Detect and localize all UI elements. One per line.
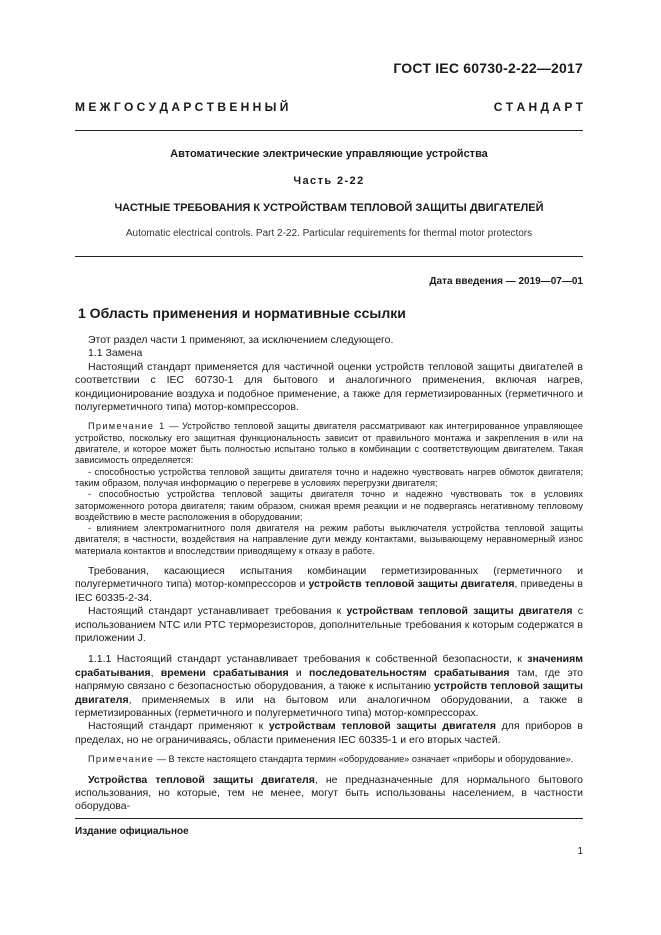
text-run: , не предназначенные для нормального бытового использования, но которые, тем не менее, могут быть использованы населением, в частности оборудова- [75, 773, 584, 813]
defined-term: устройств тепловой защиты двигателя [308, 578, 515, 591]
defined-term: времени срабатывания [160, 666, 289, 679]
footer-rule [75, 818, 583, 819]
section-heading: 1 Область применения и нормативные ссылки [78, 305, 406, 321]
header-rule [75, 130, 583, 131]
note-list-item: - способностью устройства тепловой защиты двигателя точно и надежно чувствовать ток в условиях заторможенного ротора двигателя; таким образом, снижая время реакции и не подвергаясь негативному тепловому воздействию в месте расположения в оборудовании; [75, 489, 583, 522]
title-rule [75, 256, 583, 257]
part-label: Часть 2-22 [293, 175, 365, 187]
defined-term: Устройства тепловой защиты двигателя [88, 773, 315, 786]
text-run: Требования, касающиеся испытания комбинации герметизированных (герметичного и полугерметичного типа) мотор-компрессоров и [75, 565, 583, 591]
text-run: , приведены в IEC 60335-2-34. [75, 578, 583, 604]
text-run: и [288, 666, 310, 679]
defined-term: устройствам тепловой защиты двигателя [268, 720, 496, 733]
text-run: , [150, 666, 161, 679]
paragraph [75, 720, 583, 747]
document-subject: ЧАСТНЫЕ ТРЕБОВАНИЯ К УСТРОЙСТВАМ ТЕПЛОВОЙ ЗАЩИТЫ ДВИГАТЕЛЕЙ [114, 202, 544, 214]
text-run: для приборов в пределах, но не ограничиваясь, области применения IEC 60335-1 и его вторых частей. [75, 720, 583, 746]
note-text: — Устройство тепловой защиты двигателя рассматривают как интегрированное управляющее устройство, поскольку его защитная функциональность зависит от правильного монтажа и закрепления в или на двигателе, и которое может быть полностью испытано только в комбинации с соответствующим двигателем. Такая зависимость определяется: [75, 421, 583, 466]
note-list-item: - способностью устройства тепловой защиты двигателя точно и надежно чувствовать нагрев обмоток двигателя; таким образом, получая информацию о перегреве в условиях перегрузки двигателя; [75, 466, 583, 488]
interstate-standard-heading [75, 100, 583, 114]
note-text: — В тексте настоящего стандарта термин «оборудование» означает «приборы и оборудование». [154, 754, 574, 765]
defined-term: устройствам тепловой защиты двигателя [346, 605, 573, 618]
standard-word: С Т А Н Д А Р Т [493, 100, 583, 114]
paragraph: Этот раздел части 1 применяют, за исключением следующего. [88, 334, 394, 346]
paragraph [75, 653, 583, 720]
text-run: Настоящий стандарт применяют к [88, 720, 269, 733]
note-1 [75, 421, 583, 466]
paragraph [75, 774, 583, 814]
note-list-item: - влиянием электромагнитного поля двигателя на режим работы выключателя устройства тепловой защиты двигателя; в частности, воздействия на направление дуги между контактами, вызывающему неравномерный износ материала контактов и впоследствии приводящему к отказу в работе. [75, 523, 583, 556]
section-body [75, 334, 583, 814]
paragraph [75, 565, 583, 605]
note-2 [75, 754, 583, 765]
defined-term: устройств тепловой защиты двигателя [75, 680, 583, 706]
defined-term: последовательностям срабатывания [309, 666, 510, 679]
paragraph: Настоящий стандарт применяется для частичной оценки устройств тепловой защиты двигателей в соответствии с IEC 60730-1 для бытового и аналогичного применения, включая нагрев, кондиционирование воздуха и подобное применение, а также для герметизированных (герметичного и полугерметичного типа) мотор-компрессоров. [75, 360, 583, 414]
text-run: с использованием NTC или PTC терморезисторов, дополнительные требования к которым содержатся в приложении J. [75, 605, 583, 645]
introduction-date: Дата введения — 2019—07—01 [429, 276, 583, 287]
text-run: , применяемых в или на бытовом или аналогичном оборудовании, а также в герметизированных (герметичного и полугерметичного типа) мотор-компрессорах. [75, 693, 583, 720]
note-label: Примечание [88, 754, 155, 765]
page-number: 1 [577, 846, 583, 857]
defined-term: значениям срабатывания [75, 653, 583, 679]
paragraph [75, 605, 583, 645]
gost-number: ГОСТ IEC 60730-2-22—2017 [393, 60, 583, 76]
official-edition-label: Издание официальное [75, 826, 189, 837]
document-title: Автоматические электрические управляющие устройства [170, 148, 488, 160]
interstate-word: М Е Ж Г О С У Д А Р С Т В Е Н Н Ы Й [75, 100, 289, 114]
clause-heading: 1.1 Замена [88, 347, 143, 360]
text-run: 1.1.1 Настоящий стандарт устанавливает требования к собственной безопасности, к [88, 653, 528, 666]
text-run: там, где это напрямую связано с безопасностью оборудования, а также к испытанию [75, 666, 583, 693]
english-title: Automatic electrical controls. Part 2-22. Particular requirements for thermal motor protectors [125, 228, 533, 239]
note-label: Примечание 1 [88, 421, 166, 432]
text-run: Настоящий стандарт устанавливает требования к [88, 605, 347, 618]
